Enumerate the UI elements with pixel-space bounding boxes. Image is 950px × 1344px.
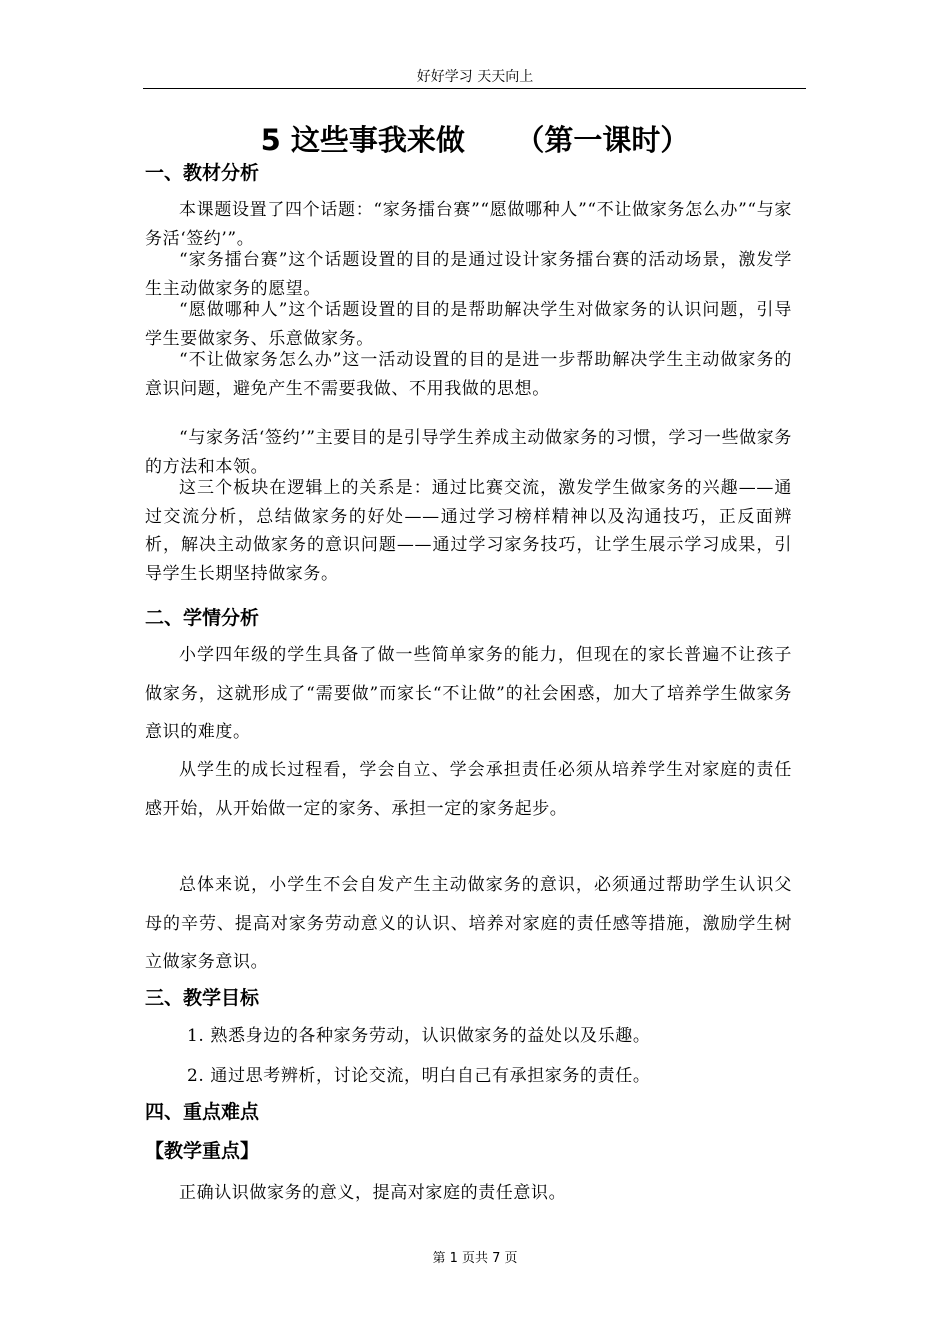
section-heading-learner-analysis: 二、学情分析 bbox=[145, 607, 260, 629]
paragraph: “不让做家务怎么办”这一活动设置的目的是进一步帮助解决学生主动做家务的意识问题，避免产生不需要我做、不用我做的思想。 bbox=[145, 350, 792, 399]
paragraph: 这三个板块在逻辑上的关系是：通过比赛交流，激发学生做家务的兴趣——通过交流分析，总结做家务的好处——通过学习榜样精神以及沟通技巧，正反面辨析，解决主动做家务的意识问题——通过学习家务技巧，让学生展示学习成果，引导学生长期坚持做家务。 bbox=[145, 478, 792, 584]
section-heading-teaching-goals: 三、教学目标 bbox=[145, 987, 260, 1009]
paragraph: 从学生的成长过程看，学会自立、学会承担责任必须从培养学生对家庭的责任感开始，从开始做一定的家务、承担一定的家务起步。 bbox=[145, 760, 792, 819]
document-title: 5 这些事我来做 （第一课时） bbox=[260, 123, 690, 157]
goal-item: 2. 通过思考辨析，讨论交流，明白自己有承担家务的责任。 bbox=[187, 1066, 651, 1086]
page-footer: 第 1 页共 7 页 bbox=[432, 1251, 518, 1266]
header-divider bbox=[143, 88, 806, 89]
paragraph: 正确认识做家务的意义，提高对家庭的责任意识。 bbox=[179, 1183, 567, 1203]
paragraph: 本课题设置了四个话题：“家务擂台赛”“愿做哪种人”“不让做家务怎么办”“与家务活‘签约’”。 bbox=[145, 200, 792, 249]
paragraph: “与家务活‘签约’”主要目的是引导学生养成主动做家务的习惯，学习一些做家务的方法和本领。 bbox=[145, 428, 792, 477]
section-heading-textbook-analysis: 一、教材分析 bbox=[145, 162, 260, 184]
paragraph: 总体来说，小学生不会自发产生主动做家务的意识，必须通过帮助学生认识父母的辛劳、提高对家务劳动意义的认识、培养对家庭的责任感等措施，激励学生树立做家务意识。 bbox=[145, 875, 792, 972]
paragraph: “家务擂台赛”这个话题设置的目的是通过设计家务擂台赛的活动场景，激发学生主动做家务的愿望。 bbox=[145, 250, 792, 299]
paragraph: 小学四年级的学生具备了做一些简单家务的能力，但现在的家长普遍不让孩子做家务，这就形成了“需要做”而家长“不让做”的社会困惑，加大了培养学生做家务意识的难度。 bbox=[145, 645, 792, 742]
paragraph: “愿做哪种人”这个话题设置的目的是帮助解决学生对做家务的认识问题，引导学生要做家务、乐意做家务。 bbox=[145, 300, 792, 349]
page-header: 好好学习 天天向上 bbox=[416, 69, 534, 85]
teaching-focus-subheading: 【教学重点】 bbox=[145, 1140, 260, 1162]
section-heading-key-points: 四、重点难点 bbox=[145, 1101, 260, 1123]
goal-item: 1. 熟悉身边的各种家务劳动，认识做家务的益处以及乐趣。 bbox=[187, 1026, 651, 1046]
